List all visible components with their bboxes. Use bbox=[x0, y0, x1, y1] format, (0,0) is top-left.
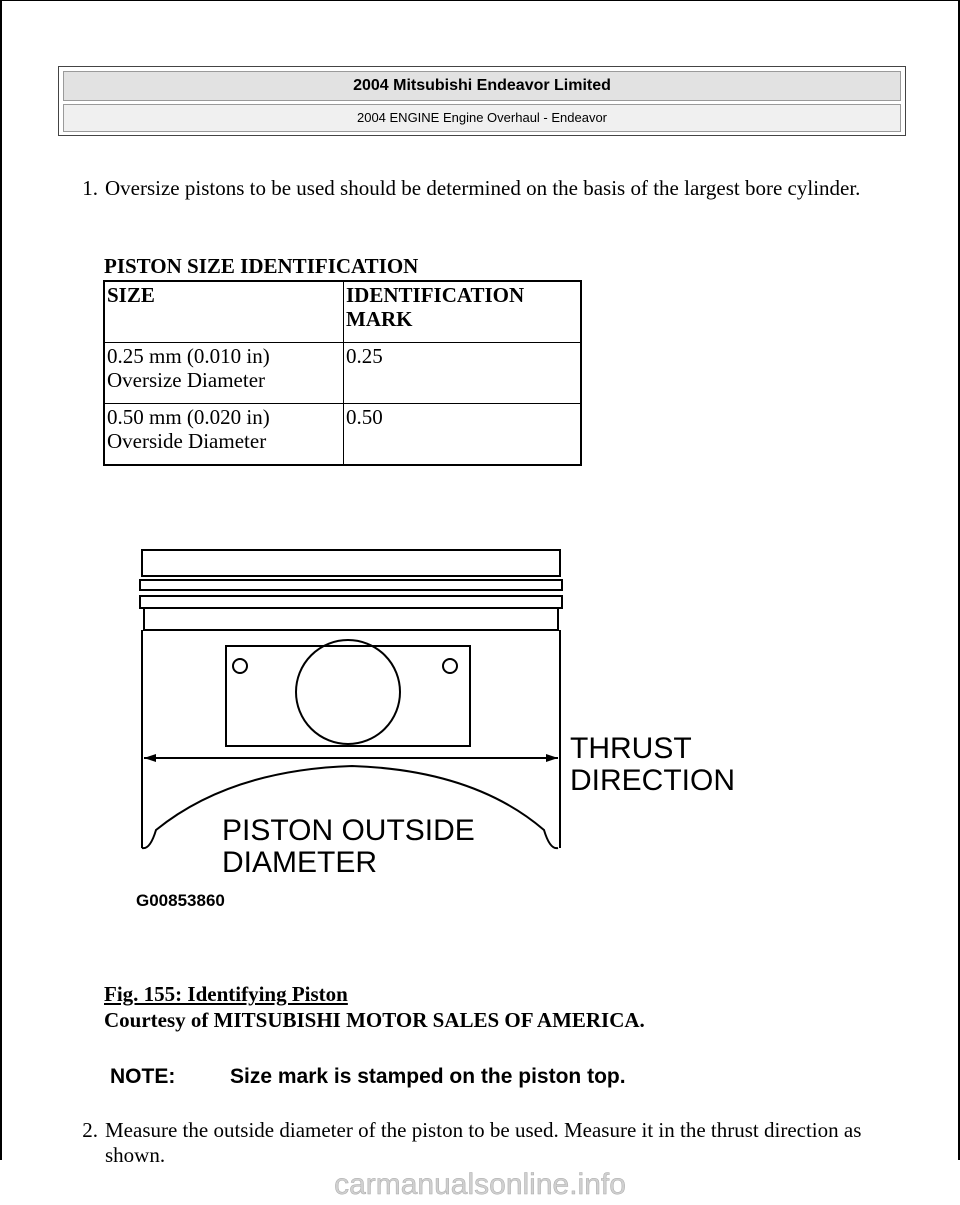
table-row bbox=[104, 343, 581, 404]
figure-id: G00853860 bbox=[136, 891, 225, 910]
piston-ring-2 bbox=[140, 596, 562, 608]
arrowhead-left bbox=[144, 754, 156, 762]
piston-diagram bbox=[130, 540, 750, 920]
piston-ring-1 bbox=[140, 580, 562, 590]
label-direction: DIRECTION bbox=[570, 764, 735, 797]
label-piston-outside: PISTON OUTSIDE bbox=[222, 814, 475, 847]
piston-ring-land bbox=[144, 608, 558, 630]
table-header-cell: IDENTIFICATION MARK bbox=[344, 281, 582, 343]
step-number: 2. bbox=[82, 1118, 98, 1142]
note-box bbox=[110, 1064, 626, 1089]
watermark bbox=[0, 1164, 960, 1205]
note-label: NOTE: bbox=[110, 1065, 176, 1088]
table-header-row bbox=[104, 281, 581, 343]
label-diameter: DIAMETER bbox=[222, 846, 378, 879]
pin-boss-area bbox=[226, 646, 470, 746]
table-cell: 0.25 mm (0.010 in) Oversize Diameter bbox=[104, 343, 344, 404]
step-number: 1. bbox=[82, 176, 98, 200]
piston-top-land bbox=[142, 550, 560, 576]
boss-hole-left bbox=[233, 659, 247, 673]
watermark-text: carmanualsonline.info bbox=[334, 1168, 626, 1201]
label-thrust: THRUST bbox=[570, 732, 692, 765]
table-cell: 0.25 bbox=[344, 343, 582, 404]
step-text: Measure the outside diameter of the piston to be used. Measure it in the thrust direction as shown. bbox=[105, 1118, 862, 1167]
piston-size-table bbox=[103, 280, 582, 466]
figure-courtesy: Courtesy of MITSUBISHI MOTOR SALES OF AMERICA. bbox=[104, 1008, 645, 1032]
piston-pin-hole bbox=[296, 640, 400, 744]
table-cell: 0.50 mm (0.020 in) Overside Diameter bbox=[104, 404, 344, 466]
document-header bbox=[58, 66, 906, 136]
table-row bbox=[104, 404, 581, 466]
table-title: PISTON SIZE IDENTIFICATION bbox=[104, 254, 419, 278]
boss-hole-right bbox=[443, 659, 457, 673]
page-border-left bbox=[0, 0, 2, 1160]
document-title: 2004 Mitsubishi Endeavor Limited bbox=[63, 71, 901, 101]
table-cell: 0.50 bbox=[344, 404, 582, 466]
note-text: Size mark is stamped on the piston top. bbox=[230, 1065, 626, 1088]
step-text: Oversize pistons to be used should be determined on the basis of the largest bore cylinder. bbox=[105, 176, 861, 200]
document-subtitle: 2004 ENGINE Engine Overhaul - Endeavor bbox=[63, 104, 901, 132]
table-header-cell: SIZE bbox=[104, 281, 344, 343]
figure-caption[interactable]: Fig. 155: Identifying Piston bbox=[104, 982, 348, 1006]
page-border-top bbox=[0, 0, 960, 1]
arrowhead-right bbox=[546, 754, 558, 762]
